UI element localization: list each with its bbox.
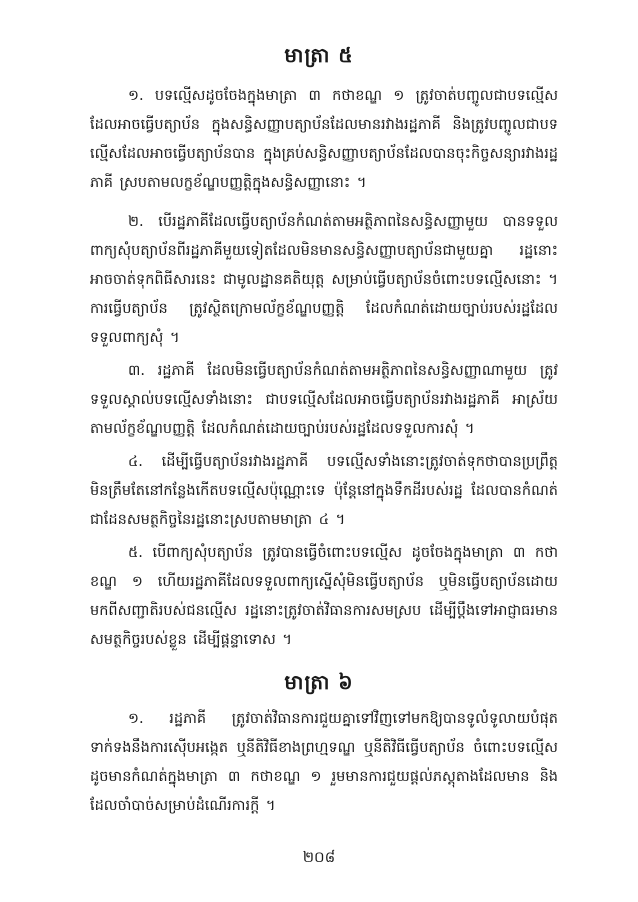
article-6-heading: មាត្រា ៦ [284,670,354,694]
article-5-paragraph-4: ៤. ដើម្បីធ្វើបត្យាប័នរវាងរដ្ឋភាគី បទល្មើសទាំងនោះត្រូវចាត់ទុកថាបានប្រព្រឹត្ត មិនត្រឹមតែនៅកន្លែងកើតបទល្មើសប៉ុណ្ណោះទេ ប៉ុន្តែនៅក្នុងទឹកដីរបស់រដ្ឋ ដែលបានកំណត់ជាដែនសមត្ថកិច្ចនៃរដ្ឋនោះស្របតាមមាត្រា ៤ ។ [90,454,558,528]
article-5-paragraph-3: ៣. រដ្ឋភាគី ដែលមិនធ្វើបត្យាប័នកំណត់តាមអត្ថិភាពនៃសន្ធិសញ្ញាណាមួយ ត្រូវទទួលស្គាល់បទល្មើសទាំងនោះ ជាបទល្មើសដែលអាចធ្វើបត្យាប័នរវាងរដ្ឋភាគី អាស្រ័យតាមល័ក្ខខ័ណ្ឌបញ្ញត្តិ ដែលកំណត់ដោយច្បាប់របស់រដ្ឋដែលទទួលការសុំ ។ [90,363,558,437]
article-5-paragraph-2: ២. បើរដ្ឋភាគីដែលធ្វើបត្យាប័នកំណត់តាមអត្ថិភាពនៃសន្ធិសញ្ញាមួយ បានទទួលពាក្យសុំបត្យាប័នពីរដ្ឋភាគីមួយទៀតដែលមិនមានសន្ធិសញ្ញាបត្យាប័នជាមួយគ្នា រដ្ឋនោះអាចចាត់ទុកពិធីសារនេះ ជាមូលដ្ឋានគតិយុត្ត សម្រាប់ធ្វើបត្យាប័នចំពោះបទល្មើសនោះ ។ ការធ្វើបត្យាប័ន ត្រូវស្ថិតក្រោមល័ក្ខខ័ណ្ឌបញ្ញត្តិ ដែលកំណត់ដោយច្បាប់របស់រដ្ឋដែលទទួលពាក្យសុំ ។ [90,214,558,346]
article-5-paragraph-5: ៥. បើពាក្យសុំបត្យាប័ន ត្រូវបានធ្វើចំពោះបទល្មើស ដូចចែងក្នុងមាត្រា ៣ កថាខណ្ឌ ១ ហើយរដ្ឋភាគីដែលទទួលពាក្យស្នើសុំមិនធ្វើបត្យាប័ន ឬមិនធ្វើបត្យាប័នដោយមកពីសញ្ជាតិរបស់ជនល្មើស រដ្ឋនោះត្រូវចាត់វិធានការសមស្រប ដើម្បីប្តឹងទៅអាជ្ញាធរមានសមត្ថកិច្ចរបស់ខ្លួន ដើម្បីផ្តន្ទាទោស ។ [90,545,558,648]
article-6-paragraph-1: ១. រដ្ឋភាគី ត្រូវចាត់វិធានការជួយគ្នាទៅវិញទៅមកឱ្យបានទូលំទូលាយបំផុត ទាក់ទងនឹងការស៊ើបអង្កេត ឬនីតិវិធីខាងព្រហ្មទណ្ឌ ឬនីតិវិធីធ្វើបត្យាប័ន ចំពោះបទល្មើសដូចមានកំណត់ក្នុងមាត្រា ៣ កថាខណ្ឌ ១ រួមមានការជួយផ្តល់ភស្តុតាងដែលមាន និងដែលចាំបាច់សម្រាប់ដំណើរការក្តី ។ [90,711,558,814]
article-5-paragraph-1: ១. បទល្មើសដូចចែងក្នុងមាត្រា ៣ កថាខណ្ឌ ១ ត្រូវចាត់បញ្ចូលជាបទល្មើសដែលអាចធ្វើបត្យាប័ន ក្នុងសន្ធិសញ្ញាបត្យាប័នដែលមានរវាងរដ្ឋភាគី និងត្រូវបញ្ចូលជាបទល្មើសដែលអាចធ្វើបត្យាប័នបាន ក្នុងគ្រប់សន្ធិសញ្ញាបត្យាប័នដែលបានចុះកិច្ចសន្យារវាងរដ្ឋភាគី ស្របតាមលក្ខខ័ណ្ឌបញ្ញត្តិក្នុងសន្ធិសញ្ញានោះ ។ [90,88,558,191]
page-number: ២០៨ [302,848,336,866]
article-5-heading: មាត្រា ៥ [284,43,354,67]
